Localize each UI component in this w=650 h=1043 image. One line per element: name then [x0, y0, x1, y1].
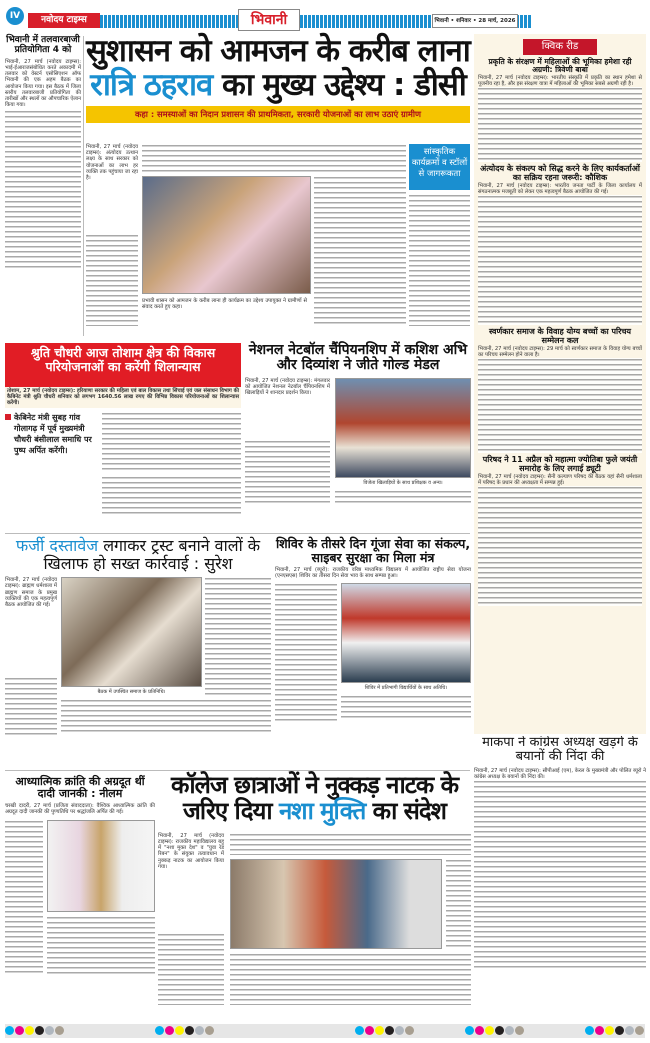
college-lead: भिवानी, 27 मार्च (नवोदय टाइम्स): राजकीय महाविद्यालय बहु में "नशा मुक्त देश" व "युवा रेड रिबन" के संयुक्त तत्वावधान में नुक्कड़ नाटक का आयोजन किया गया।	[158, 832, 224, 870]
registration-dot	[5, 1026, 14, 1035]
college-lower	[158, 833, 471, 1008]
registration-dot	[185, 1026, 194, 1035]
divider	[83, 36, 84, 336]
netball-body	[245, 440, 330, 506]
registration-dot	[465, 1026, 474, 1035]
quick-item-body	[478, 195, 642, 325]
lead-col1: भिवानी, 27 मार्च (नवोदय टाइम्स): अंत्योदय उत्थान लक्ष्य के साथ सरकार को योजनाओं का लाभ हर व्यक्ति तक पहुंचाया जा रहा है।	[86, 144, 138, 182]
lead-col-body	[86, 234, 138, 326]
registration-dot	[595, 1026, 604, 1035]
quick-item-lead: भिवानी, 27 मार्च (नवोदय टाइम्स): 29 मार्च को स्वर्णकार समाज के विवाह योग्य बच्चों का परिचय सम्मेलन होने वाला है।	[478, 345, 642, 358]
dadi-story	[5, 776, 155, 1016]
shruti-body	[102, 412, 241, 472]
college-headline-pre: जरिए दिया	[183, 797, 272, 826]
shruti-body	[102, 476, 241, 516]
lead-headline-line1	[86, 34, 470, 68]
netball-body	[335, 490, 471, 506]
shruti-box	[5, 412, 97, 456]
registration-dot	[365, 1026, 374, 1035]
dateline: भिवानी • शनिवार • 28 मार्च, 2026	[432, 14, 518, 28]
lead-col-body	[409, 194, 470, 326]
registration-dot	[475, 1026, 484, 1035]
registration-bar	[5, 1024, 645, 1038]
dadi-body	[47, 916, 155, 975]
quick-read-label: क्विक रीड	[523, 39, 597, 55]
registration-dot	[15, 1026, 24, 1035]
dadi-photo	[47, 820, 155, 912]
page-number-badge: IV	[6, 7, 24, 25]
quick-read	[474, 34, 646, 734]
quick-item-body	[478, 358, 642, 453]
shruti-lower	[5, 412, 241, 522]
registration-dot	[55, 1026, 64, 1035]
lead-sidebox: सांस्कृतिक कार्यक्रमों व स्टॉलों से जागरूकता	[409, 144, 470, 190]
registration-dot	[165, 1026, 174, 1035]
quick-item-lead: भिवानी, 27 मार्च (नवोदय टाइम्स): भारतीय संस्कृति में प्रकृति का स्थान हमेशा से पूजनीय रहा है, और इस संरक्षण यात्रा में महिलाओं की भूमिका सबसे अग्रणी रही है।	[478, 74, 642, 87]
forgery-headline	[5, 537, 271, 572]
forgery-body	[205, 577, 271, 695]
netball-story	[245, 343, 471, 529]
lead-col-body	[142, 144, 406, 172]
quick-item-headline: परिषद ने 11 अप्रैल को महात्मा ज्योतिबा फुले जयंती समारोह के लिए लगाई ड्यूटी	[482, 454, 638, 473]
college-headline-post: का संदेश	[372, 797, 446, 826]
divider	[5, 533, 470, 534]
registration-dot	[505, 1026, 514, 1035]
registration-dot	[175, 1026, 184, 1035]
netball-photo	[335, 378, 471, 478]
left-brief-lead: भिवानी, 27 मार्च (नवोदय टाइम्स): भाई-ईआराजसंबोधित करते अकादमी में तलवार को वेस्टर्न एसोसिएशन ऑफ भिवानी की एक अहम बैठक का आयोजन किया गया। इस बैठक में जिला स्तरीय तलवारबाजी प्रतियोगिता की तारीखों और स्थलों का औपचारिक ऐलान किया गया।	[5, 58, 81, 109]
masthead-logo: नवोदय टाइम्स	[28, 13, 100, 28]
cpim-body	[474, 780, 646, 970]
camp-story	[275, 537, 471, 767]
registration-dot	[195, 1026, 204, 1035]
forgery-headline-rest: लगाकर ट्रस्ट बनाने वालों के खिलाफ हो सख्त कार्रवाई : सुरेश	[43, 536, 261, 573]
college-body	[230, 833, 471, 855]
registration-dot	[355, 1026, 364, 1035]
forgery-caption: बैठक में उपस्थित समाज के प्रतिनिधि।	[97, 689, 166, 696]
quick-item-body	[478, 87, 642, 162]
college-headline-line2	[158, 798, 471, 824]
college-body	[446, 859, 471, 949]
registration-dot	[205, 1026, 214, 1035]
quick-item-body	[478, 486, 642, 606]
lead-headline-rest: का मुख्य उद्देश्य : डीसी	[222, 67, 466, 104]
registration-dot	[485, 1026, 494, 1035]
college-body	[230, 953, 471, 1005]
registration-dot	[395, 1026, 404, 1035]
college-headline-line1	[158, 772, 471, 798]
quick-item-headline: स्वर्णकार समाज के विवाह योग्य बच्चों का परिचय सम्मेलन कल	[488, 326, 632, 345]
registration-dot	[405, 1026, 414, 1035]
forgery-headline-highlight: फर्जी दस्तावेज	[15, 536, 99, 555]
lead-col-body	[314, 176, 406, 326]
forgery-story	[5, 537, 271, 767]
college-story	[158, 772, 471, 1016]
forgery-lead: भिवानी, 27 मार्च (नवोदय टाइम्स): ब्राह्मण धर्मशाला में ब्राह्मण समाज के प्रमुख व्यक्तियों की एक महत्वपूर्ण बैठक आयोजित की गई।	[5, 577, 57, 608]
lead-headline-line1-text: सुशासन को आमजन के करीब लाना	[86, 33, 470, 69]
quick-item-lead: भिवानी, 27 मार्च (नवोदय टाइम्स): सैनी कल्याण परिषद की बैठक यहां सैनी धर्मशाला में परिषद के प्रधान की अध्यक्षता में सम्पन्न हुई।	[478, 473, 642, 486]
camp-body	[275, 583, 337, 721]
netball-lower	[245, 378, 471, 508]
registration-dot	[615, 1026, 624, 1035]
registration-dot	[515, 1026, 524, 1035]
camp-caption: शिविर में प्रतिभागी विद्यार्थियों के साथ अतिथि।	[364, 684, 448, 691]
shruti-story	[5, 343, 241, 528]
netball-lead: भिवानी, 27 मार्च (नवोदय टाइम्स): मंगलवार को आयोजित नेशनल नेटबॉल चैंपियनशिप में खिलाड़ियों ने शानदार प्रदर्शन किया।	[245, 377, 330, 397]
cpim-headline: माकपा ने कांग्रेस अध्यक्ष खड़गे के बयानों की निंदा की	[482, 736, 638, 765]
college-headline-line2-wrap	[183, 798, 446, 824]
registration-dot	[25, 1026, 34, 1035]
forgery-photo	[61, 577, 202, 687]
cpim-story	[474, 736, 646, 1018]
camp-lower	[275, 583, 471, 723]
netball-headline: नेशनल नेटबॉल चैंपियनशिप में कशिश अभि और दिव्यांश ने जीते गोल्ड मेडल	[248, 342, 468, 374]
college-headline-highlight: नशा मुक्ति	[278, 797, 366, 826]
camp-photo	[341, 583, 471, 683]
lead-photo	[142, 176, 311, 294]
shruti-headline: श्रुति चौधरी आज तोशाम क्षेत्र की विकास परियोजनाओं का करेंगी शिलान्यास	[5, 343, 241, 387]
registration-dot	[375, 1026, 384, 1035]
dadi-body	[5, 820, 43, 975]
registration-dot	[385, 1026, 394, 1035]
college-photo	[230, 859, 442, 949]
registration-dot	[155, 1026, 164, 1035]
netball-caption: विजेता खिलाड़ियों के साथ प्रशिक्षक व अन्य।	[363, 479, 443, 486]
left-brief-headline: भिवानी में तलवारबाजी प्रतियोगिता 4 को	[6, 35, 80, 55]
forgery-body	[61, 699, 271, 735]
cpim-lead: भिवानी, 27 मार्च (नवोदय टाइम्स): सीपीआई (एम), केरल के मुख्यमंत्री और पोलित ब्यूरो ने कांग्रेस अध्यक्ष के बयानों की निंदा की।	[474, 767, 646, 780]
forgery-body	[5, 677, 57, 735]
quick-item-lead: भिवानी, 27 मार्च (नवोदय टाइम्स): भारतीय जनता पार्टी के जिला कार्यालय में संगठनात्मक मजबूती को लेकर एक महत्वपूर्ण बैठक आयोजित की गई।	[478, 182, 642, 195]
lead-strap	[86, 106, 470, 123]
registration-dot	[585, 1026, 594, 1035]
left-brief	[5, 36, 81, 336]
quick-item-headline: प्रकृति के संरक्षण में महिलाओं की भूमिका हमेशा रही अग्रणी: त्रिवेणी बाबा	[488, 57, 632, 75]
lead-story	[86, 34, 470, 334]
camp-body	[341, 695, 471, 721]
section-title: भिवानी	[238, 9, 300, 31]
dadi-lower	[5, 820, 155, 980]
registration-dot	[495, 1026, 504, 1035]
shruti-box-text: केबिनेट मंत्री सुबह गांव गोलागढ़ में पूर्व मुख्यमंत्री चौधरी बंसीलाल समाधि पर पुष्प अर्पित करेंगी।	[14, 412, 92, 455]
left-brief-body	[5, 110, 81, 270]
lead-headline-highlight: रात्रि ठहराव	[90, 67, 213, 104]
college-headline-line1-text: कॉलेज छात्राओं ने नुक्कड़ नाटक के	[170, 771, 459, 799]
registration-dot	[35, 1026, 44, 1035]
registration-dot	[605, 1026, 614, 1035]
lead-para2: प्रभावी शासन को आमजन के करीब लाना ही कार्यक्रम का उद्देश्य उपायुक्त ने ग्रामीणों से संवाद करते हुए कहा।	[142, 298, 307, 311]
camp-headline: शिविर के तीसरे दिन गूंजा सेवा का संकल्प, साइबर सुरक्षा का मिला मंत्र	[275, 536, 471, 565]
lead-headline-line2-wrap	[90, 68, 466, 102]
dadi-lead: चरखी दादरी, 27 मार्च (प्रजिता संवाददाता): वैश्विक आध्यात्मिक क्रांति की अग्रदूत दादी जानकी की पुण्यतिथि पर श्रद्धांजलि अर्पित की गई।	[5, 803, 155, 816]
quick-item-headline: अंत्योदय के संकल्प को सिद्ध करने के लिए कार्यकर्ताओं का सक्रिय रहना जरूरी: कौशिक	[480, 163, 640, 182]
bullet-icon	[5, 414, 11, 420]
shruti-lead: तोशाम, 27 मार्च (नवोदय टाइम्स): हरियाणा सरकार की महिला एवं बाल विकास तथा सिंचाई एवं जल संसाधन विभाग की कैबिनेट मंत्री श्रुति चौधरी शनिवार को लगभग 1640.56 लाख रुपए की विभिन्न विकास परियोजनाओं का शिलान्यास करेंगी।	[7, 388, 239, 407]
lead-headline-line2	[86, 68, 470, 102]
dadi-headline: आध्यात्मिक क्रांति की अग्रदूत थीं दादी जानकी : नीलम	[15, 775, 145, 801]
camp-lead: भिवानी, 27 मार्च (ब्यूरो): राजकीय वरिष्ठ माध्यमिक विद्यालय में आयोजित राष्ट्रीय सेवा योजना (एनएसएस) शिविर का तीसरा दिन सेवा भाव के साथ सम्पन्न हुआ।	[275, 566, 471, 579]
registration-dot	[45, 1026, 54, 1035]
page-header	[0, 0, 650, 32]
registration-dot	[625, 1026, 634, 1035]
college-body	[158, 933, 224, 1005]
registration-dot	[635, 1026, 644, 1035]
forgery-lower	[5, 577, 271, 737]
lead-strap-text: कहा : समस्याओं का निदान प्रशासन की प्राथमिकता, सरकारी योजनाओं का लाभ उठाएं ग्रामीण	[135, 109, 421, 120]
